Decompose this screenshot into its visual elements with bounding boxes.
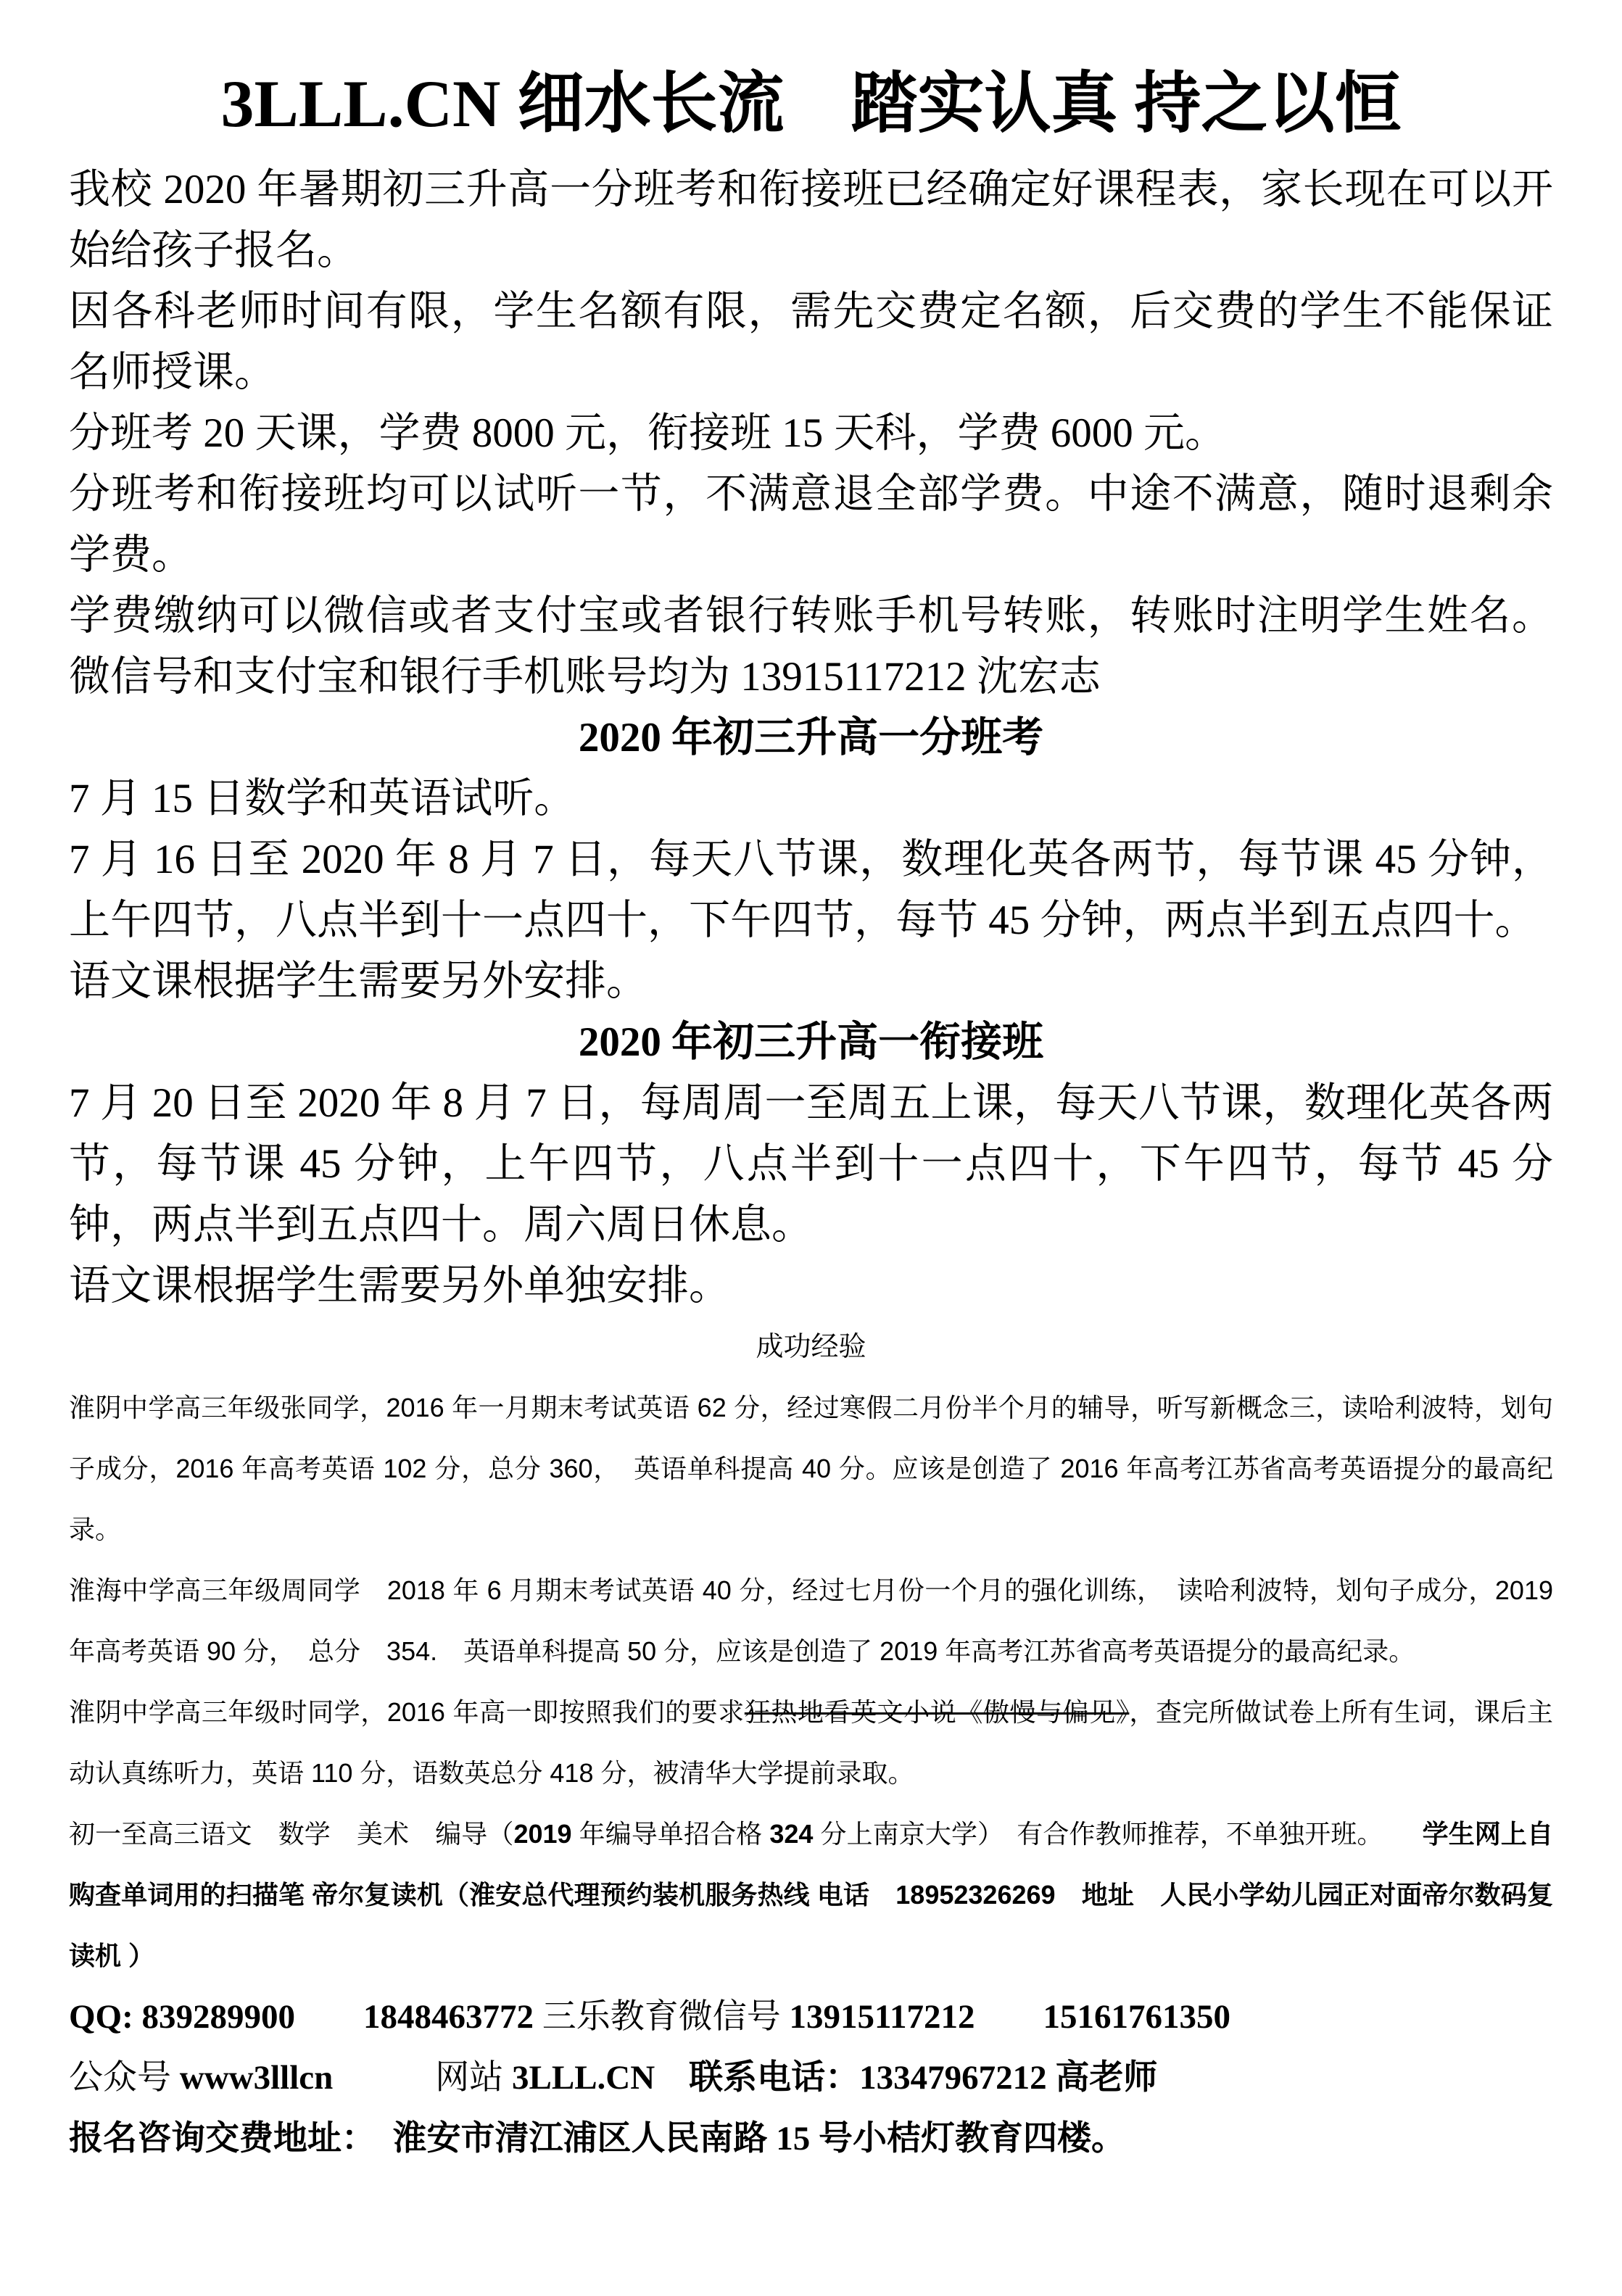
page-title: 3LLL.CN 细水长流 踏实认真 持之以恒 — [220, 67, 1402, 141]
placement-exam-heading: 2020 年初三升高一分班考 — [578, 715, 1044, 761]
contact-qq-line — [69, 1986, 1553, 2047]
success-story-3-start: 淮阴中学高三年级时同学，2016 年高一即按照我们的要求 — [69, 1697, 745, 1727]
intro-paragraph-1: 我校 2020 年暑期初三升高一分班考和衔接班已经确定好课程表，家长现在可以开始给孩子报名。 — [69, 167, 1553, 273]
scanner-pen-info-text: 学生网上自购查单词用的扫描笔 帝尔复读机（淮安总代理预约装机服务热线 电话 18952326269 地址 人民小学幼儿园正对面帝尔数码复读机 ） — [69, 1819, 1553, 1970]
courses-exam-text: 年编导单招合格 — [571, 1819, 770, 1849]
intro-paragraph-5: 学费缴纳可以微信或者支付宝或者银行转账手机号转账，转账时注明学生姓名。微信号和支付宝和银行手机账号均为 13915117212 沈宏志 — [69, 593, 1553, 700]
bridge-class-heading: 2020 年初三升高一衔接班 — [578, 1019, 1044, 1065]
placement-exam-paragraph-3: 语文课根据学生需要另外安排。 — [69, 958, 647, 1004]
success-story-3 — [69, 1682, 1553, 1804]
success-story-3-end: ，查完所做试卷上所有生词，课后主动认真练听力，英语 110 分，语数英总分 418 分，被清华大学提前录取。 — [69, 1697, 1553, 1788]
success-story-1: 淮阴中学高三年级张同学，2016 年一月期末考试英语 62 分，经过寒假二月份半个月的辅导，听写新概念三，读哈利波特，划句子成分，2016 年高考英语 102 分，总分 360， 英语单科提高 40 分。应该是创造了 2016 年高考江苏省高考英语提分的最高纪录。 — [69, 1393, 1553, 1544]
success-story-3-strikethrough-text: 狂热地看英文小说《傲慢与偏见》 — [744, 1697, 1130, 1727]
wechat-phone-numbers: 13915117212 15161761350 — [780, 1998, 1230, 2036]
bridge-class-paragraph-1: 7 月 20 日至 2020 年 8 月 7 日，每周周一至周五上课，每天八节课，数理化英各两节，每节课 45 分钟，上午四节，八点半到十一点四十，下午四节，每节 45 分钟，两点半到五点四十。周六周日休息。 — [69, 1080, 1553, 1248]
official-account-label: 公众号 — [69, 2059, 180, 2097]
intro-paragraph-4: 分班考和衔接班均可以试听一节，不满意退全部学费。中途不满意，随时退剩余学费。 — [69, 471, 1553, 578]
courses-year-value: 2019 — [513, 1819, 572, 1849]
wechat-account-label: 三乐教育微信号 — [542, 1998, 781, 2036]
placement-exam-paragraph-1: 7 月 15 日数学和英语试听。 — [69, 776, 576, 821]
website-value: 3LLL.CN — [512, 2059, 655, 2097]
success-story-2: 淮海中学高三年级周同学 2018 年 6 月期末考试英语 40 分，经过七月份一个月的强化训练， 读哈利波特，划句子成分，2019 年高考英语 90 分， 总分 354. 英语单科提高 50 分，应该是创造了 2019 年高考江苏省高考英语提分的最高纪录。 — [69, 1575, 1553, 1666]
official-account-value: www3lllcn — [179, 2059, 334, 2097]
success-section-heading: 成功经验 — [756, 1332, 866, 1362]
registration-address-line: 报名咨询交费地址： 淮安市清江浦区人民南路 15 号小桔灯教育四楼。 — [69, 2120, 1125, 2158]
contact-phone-teacher: 联系电话：13347967212 高老师 — [655, 2059, 1158, 2097]
qq-numbers: QQ: 839289900 1848463772 — [69, 1998, 542, 2036]
courses-offer-line — [69, 1804, 1553, 1986]
placement-exam-paragraph-2: 7 月 16 日至 2020 年 8 月 7 日，每天八节课，数理化英各两节，每节课 45 分钟，上午四节，八点半到十一点四十，下午四节，每节 45 分钟，两点半到五点四十。 — [69, 837, 1553, 943]
courses-list-text: 初一至高三语文 数学 美术 编导（ — [69, 1819, 514, 1849]
courses-score-value: 324 — [769, 1819, 814, 1849]
contact-web-line — [69, 2047, 1553, 2108]
intro-paragraph-3: 分班考 20 天课，学费 8000 元，衔接班 15 天科，学费 6000 元。 — [69, 410, 1226, 456]
intro-paragraph-2: 因各科老师时间有限，学生名额有限，需先交费定名额，后交费的学生不能保证名师授课。 — [69, 289, 1553, 395]
website-label: 网站 — [333, 2059, 512, 2097]
courses-note-text: 分上南京大学） 有合作教师推荐，不单独开班。 — [813, 1819, 1423, 1849]
bridge-class-paragraph-2: 语文课根据学生需要另外单独安排。 — [69, 1263, 730, 1309]
